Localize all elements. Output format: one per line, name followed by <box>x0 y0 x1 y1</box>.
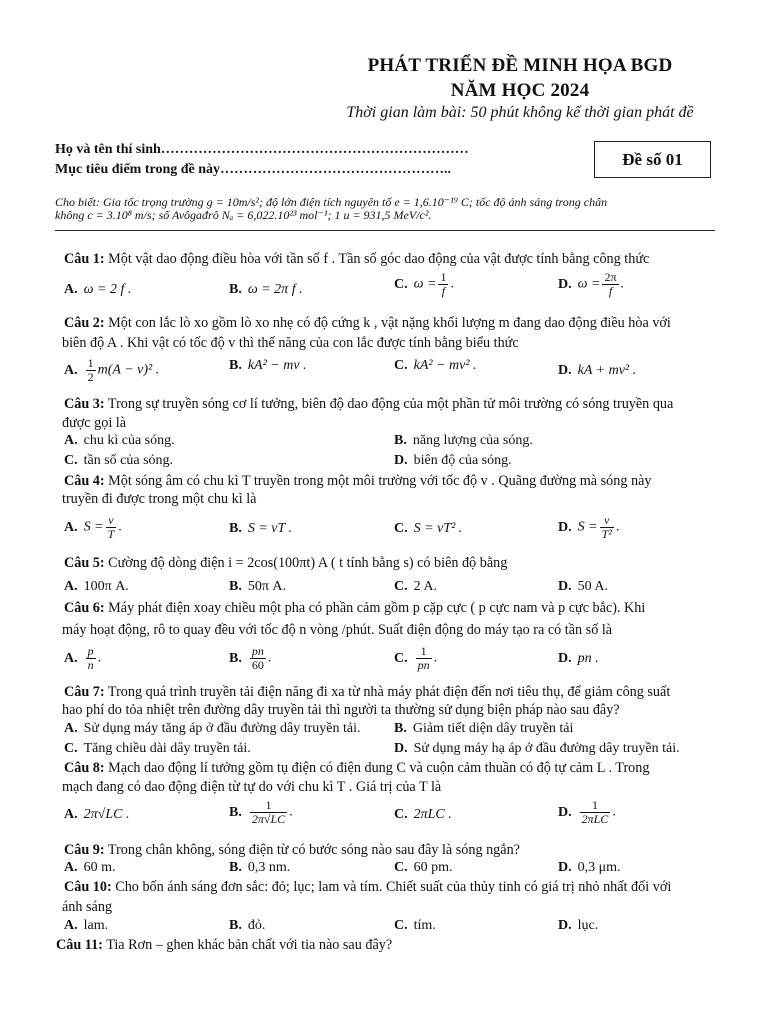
q2-option-b: B. kA² − mv . <box>229 358 307 373</box>
q3-option-b: B. năng lượng của sóng. <box>394 433 533 448</box>
q4-option-b: B. S = vT . <box>229 521 293 536</box>
q10-option-c: C. tím. <box>394 918 436 933</box>
q5-option-b: B. 50π A. <box>229 579 287 594</box>
q4-option-c: C. S = vT² . <box>394 521 463 536</box>
q7-option-b: B. Giảm tiết diện dây truyền tải <box>394 721 574 736</box>
q6-option-d: D. pn . <box>558 651 599 666</box>
question-3-line-2: được gọi là <box>62 415 127 431</box>
q10-option-a: A. lam. <box>64 918 109 933</box>
q1-option-d: D. ω = $\frac{2\pi}{f}$ . <box>558 270 625 298</box>
exam-code-badge: Đề số 01 <box>594 141 711 178</box>
q8-option-a: A. 2π√LC . <box>64 807 130 822</box>
q10-option-b: B. đỏ. <box>229 918 266 933</box>
q1-option-a: A. ω = 2 f . <box>64 282 132 297</box>
question-3-line-1: Câu 3: Trong sự truyền sóng cơ lí tưởng, biên độ dao động của một phần tử môi trường có sóng truyền qua <box>64 396 674 412</box>
question-6-line-1: Câu 6: Máy phát điện xoay chiều một pha có phần cảm gồm p cặp cực ( p cực nam và p cực bắc). Khi <box>64 600 646 616</box>
question-8-line-1: Câu 8: Mạch dao động lí tưởng gồm tụ điện có điện dung C và cuộn cảm thuần có độ tự cảm L . Trong <box>64 760 650 776</box>
question-7-line-1: Câu 7: Trong quá trình truyền tải điện năng đi xa từ nhà máy phát điện đến nơi tiêu thụ, để giảm công suất <box>64 684 671 700</box>
target-field: Mục tiêu điểm trong đề này………………………………………….. <box>55 162 452 177</box>
q5-option-d: D. 50 A. <box>558 579 608 594</box>
question-11: Câu 11: Tia Rơn – ghen khác bản chất với tia nào sau đây? <box>56 937 393 953</box>
time-note: Thời gian làm bài: 50 phút không kể thời gian phát đề <box>346 104 694 121</box>
question-7-line-2: hao phí do tỏa nhiệt trên đường dây truyền tải thì người ta thường sử dụng biện pháp nào sau đây? <box>62 702 620 718</box>
q6-option-c: C. $\frac{1}{pn}$ . <box>394 644 438 672</box>
q7-option-a: A. Sử dụng máy tăng áp ở đầu đường dây truyền tải. <box>64 721 361 736</box>
q2-option-c: C. kA² − mv² . <box>394 358 477 373</box>
q7-option-c: C. Tăng chiều dài dây truyền tải. <box>64 741 251 756</box>
q1-option-c: C. ω = $\frac{1}{f}$ . <box>394 270 454 298</box>
question-4-line-1: Câu 4: Một sóng âm có chu kì T truyền trong một môi trường với tốc độ v . Quãng đường mà sóng này <box>64 473 652 489</box>
question-10-line-2: ánh sáng <box>62 899 113 915</box>
given-constants <box>55 196 715 222</box>
name-field: Họ và tên thí sinh………………………………………………………… <box>55 142 469 157</box>
q4-option-a: A. S = $\frac{v}{T}$ . <box>64 513 122 541</box>
given-line-2: không c = 3.10⁸ m/s; số Avôgađrô Nₐ = 6,022.10²³ mol⁻¹; 1 u = 931,5 MeV/c². <box>55 208 432 222</box>
given-line-1: Cho biết: Gia tốc trọng trường g = 10m/s²; độ lớn điện tích nguyên tố e = 1,6.10⁻¹⁹ C; tốc độ ánh sáng trong chân <box>55 195 608 209</box>
q5-option-a: A. 100π A. <box>64 579 129 594</box>
q5-option-c: C. 2 A. <box>394 579 437 594</box>
q9-option-b: B. 0,3 nm. <box>229 860 291 875</box>
page-title: PHÁT TRIỂN ĐỀ MINH HỌA BGD <box>367 55 673 76</box>
q7-option-d: D. Sử dụng máy hạ áp ở đầu đường dây truyền tải. <box>394 741 680 756</box>
question-9: Câu 9: Trong chân không, sóng điện từ có bước sóng nào sau đây là sóng ngắn? <box>64 842 520 858</box>
question-4-line-2: truyền đi được trong một chu kì là <box>62 491 257 507</box>
q2-option-a: A. $\frac{1}{2}$ m(A − v)² . <box>64 356 160 384</box>
q9-option-d: D. 0,3 μm. <box>558 860 621 875</box>
q8-option-d: D. $\frac{1}{\text{2πLC}}$ . <box>558 798 616 826</box>
question-1: Câu 1: Một vật dao động điều hòa với tần số f . Tần số góc dao động của vật được tính bằng công thức <box>64 251 650 267</box>
q8-option-c: C. 2πLC . <box>394 807 452 822</box>
q3-option-d: D. biên độ của sóng. <box>394 453 512 468</box>
q8-option-b: B. $\frac{1}{2\pi√LC}$ . <box>229 798 293 826</box>
q2-option-d: D. kA + mv² . <box>558 363 637 378</box>
question-2-line-2: biên độ A . Khi vật có tốc độ v thì thế năng của con lắc được tính bằng biểu thức <box>62 335 519 351</box>
question-10-line-1: Câu 10: Cho bốn ánh sáng đơn sắc: đỏ; lục; lam và tím. Chiết suất của thủy tinh có giá trị nhỏ nhất đối với <box>64 879 672 895</box>
q9-option-c: C. 60 pm. <box>394 860 453 875</box>
q6-option-a: A. $\frac{p}{n}$ . <box>64 644 102 672</box>
question-6-line-2: máy hoạt động, rô to quay đều với tốc độ n vòng /phút. Suất điện động do máy tạo ra có tần số là <box>62 622 613 638</box>
q10-option-d: D. lục. <box>558 918 599 933</box>
q9-option-a: A. 60 m. <box>64 860 116 875</box>
q1-option-b: B. ω = 2π f . <box>229 282 303 297</box>
q3-option-c: C. tần số của sóng. <box>64 453 174 468</box>
q4-option-d: D. S = $\frac{v}{\text{T²}}$ . <box>558 513 620 541</box>
divider <box>55 230 715 231</box>
school-year: NĂM HỌC 2024 <box>450 80 590 101</box>
question-2-line-1: Câu 2: Một con lắc lò xo gồm lò xo nhẹ có độ cứng k , vật nặng khối lượng m đang dao động điều hòa với <box>64 315 671 331</box>
question-5: Câu 5: Cường độ dòng điện i = 2cos(100πt) A ( t tính bằng s) có biên độ bằng <box>64 555 508 571</box>
q3-option-a: A. chu kì của sóng. <box>64 433 175 448</box>
q6-option-b: B. $\frac{pn}{60}$ . <box>229 644 272 672</box>
question-8-line-2: mạch đang có dao động điện từ tự do với chu kì T . Giá trị của T là <box>62 779 442 795</box>
